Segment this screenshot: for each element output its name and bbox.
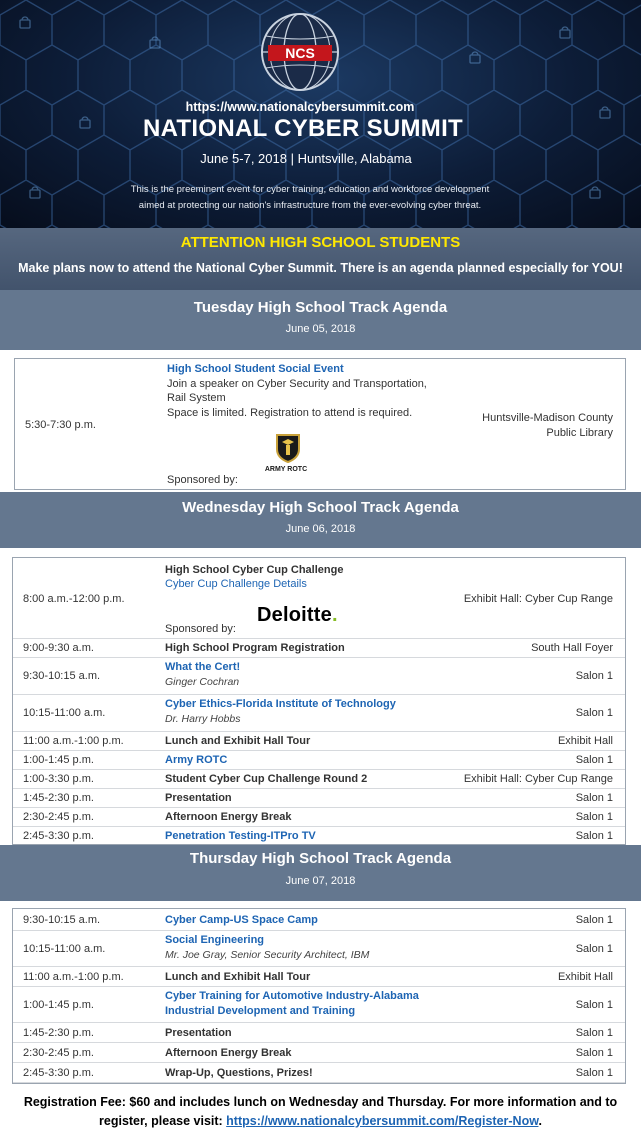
- agenda-row: [13, 808, 625, 827]
- rotc-shield-icon: [274, 433, 302, 463]
- tuesday-event-row: [15, 359, 625, 489]
- event-title-link[interactable]: Cyber Ethics-Florida Institute of Technology: [165, 698, 396, 710]
- event-time: 2:45-3:30 p.m.: [23, 1067, 94, 1079]
- agenda-row: [13, 967, 625, 987]
- summit-description-line-1: This is the preeminent event for cyber training, education and workforce development: [130, 184, 490, 195]
- event-location: Salon 1: [575, 1027, 613, 1039]
- event-location: Salon 1: [575, 830, 613, 842]
- summit-description-line-2: aimed at protecting our nation's infrastructure from the ever-evolving cyber threat.: [138, 200, 482, 211]
- event-location: South Hall Foyer: [531, 642, 613, 654]
- thursday-agenda-box: [12, 908, 626, 1084]
- deloitte-logo: [257, 604, 338, 627]
- event-title-link[interactable]: Army ROTC: [165, 754, 228, 766]
- event-description-line: Space is limited. Registration to attend is required.: [167, 407, 413, 419]
- event-time: 1:00-1:45 p.m.: [23, 754, 94, 766]
- registration-fee-text: Registration Fee: $60 and includes lunch on Wednesday and Thursday. For more information and to: [23, 1095, 618, 1109]
- summit-url[interactable]: https://www.nationalcybersummit.com: [185, 100, 415, 114]
- event-title: Presentation: [165, 792, 232, 804]
- agenda-row: [13, 1063, 625, 1083]
- event-location: Salon 1: [575, 914, 613, 926]
- agenda-row: [13, 1043, 625, 1063]
- event-location: Salon 1: [575, 999, 613, 1011]
- sponsor-name: Deloitte: [257, 604, 332, 626]
- event-description-line: Join a speaker on Cyber Security and Transportation,: [167, 378, 427, 390]
- event-time: 8:00 a.m.-12:00 p.m.: [23, 593, 125, 605]
- event-location: Exhibit Hall: [557, 735, 613, 747]
- event-time: 10:15-11:00 a.m.: [23, 943, 106, 955]
- event-title-link[interactable]: High School Student Social Event: [167, 363, 344, 375]
- event-time: 11:00 a.m.-1:00 p.m.: [23, 735, 124, 747]
- registration-url-line: [0, 1112, 641, 1131]
- agenda-row: [13, 770, 625, 789]
- event-location: Salon 1: [575, 707, 613, 719]
- agenda-row: [13, 931, 625, 967]
- tuesday-agenda-box: [14, 358, 626, 490]
- wednesday-header: [0, 492, 641, 548]
- army-rotc-logo: [264, 433, 309, 473]
- summit-description: [70, 182, 550, 214]
- event-title: Lunch and Exhibit Hall Tour: [165, 735, 311, 747]
- event-title-link[interactable]: What the Cert!: [165, 661, 241, 673]
- event-time: 2:30-2:45 p.m.: [23, 811, 94, 823]
- event-title: High School Cyber Cup Challenge: [165, 564, 344, 576]
- attention-title: ATTENTION HIGH SCHOOL STUDENTS: [180, 234, 461, 251]
- attention-banner: [0, 228, 641, 290]
- event-time: 11:00 a.m.-1:00 p.m.: [23, 971, 124, 983]
- event-time: 1:00-3:30 p.m.: [23, 773, 94, 785]
- agenda-row: [13, 732, 625, 751]
- event-location: Salon 1: [575, 670, 613, 682]
- registration-footer: [0, 1088, 641, 1135]
- deloitte-green-dot: .: [331, 604, 338, 626]
- agenda-row: [13, 695, 625, 732]
- tuesday-heading: Tuesday High School Track Agenda: [193, 299, 448, 316]
- event-title-link-line-2[interactable]: Industrial Development and Training: [165, 1005, 356, 1017]
- event-time: 1:45-2:30 p.m.: [23, 1027, 94, 1039]
- cyber-cup-details-link[interactable]: Cyber Cup Challenge Details: [165, 578, 307, 590]
- event-location: Salon 1: [575, 811, 613, 823]
- event-time: 2:45-3:30 p.m.: [23, 830, 94, 842]
- event-time: 1:45-2:30 p.m.: [23, 792, 94, 804]
- event-time: 2:30-2:45 p.m.: [23, 1047, 94, 1059]
- register-prefix: register, please visit:: [99, 1114, 227, 1128]
- event-speaker: Dr. Harry Hobbs: [165, 713, 241, 725]
- event-title: Lunch and Exhibit Hall Tour: [165, 971, 311, 983]
- sponsored-by-label: Sponsored by:: [167, 474, 238, 486]
- wednesday-heading: Wednesday High School Track Agenda: [182, 499, 459, 516]
- agenda-row: [13, 658, 625, 695]
- event-title: Student Cyber Cup Challenge Round 2: [165, 773, 368, 785]
- register-suffix: .: [538, 1114, 542, 1128]
- tuesday-date: June 05, 2018: [285, 323, 356, 335]
- event-speaker: Ginger Cochran: [165, 676, 240, 688]
- summit-date-location: June 5-7, 2018 | Huntsville, Alabama: [200, 151, 412, 166]
- event-location: Exhibit Hall: [557, 971, 613, 983]
- agenda-row: [13, 751, 625, 770]
- agenda-row: [13, 789, 625, 808]
- event-title-link[interactable]: Penetration Testing-ITPro TV: [165, 830, 316, 842]
- event-location: Salon 1: [575, 754, 613, 766]
- event-location-line-2: Public Library: [546, 427, 613, 439]
- thursday-date: June 07, 2018: [285, 875, 356, 887]
- thursday-header: [0, 845, 641, 901]
- event-title-link[interactable]: Cyber Camp-US Space Camp: [165, 914, 318, 926]
- wednesday-agenda-box: [12, 557, 626, 845]
- agenda-row: [13, 987, 625, 1023]
- event-time: 1:00-1:45 p.m.: [23, 999, 94, 1011]
- wednesday-date: June 06, 2018: [285, 523, 356, 535]
- event-location: Salon 1: [575, 943, 613, 955]
- sponsor-name: ARMY ROTC: [264, 466, 308, 473]
- agenda-row: [13, 909, 625, 931]
- agenda-row: [13, 639, 625, 658]
- event-title: High School Program Registration: [165, 642, 345, 654]
- ncs-globe-logo: [258, 10, 342, 94]
- event-title: Afternoon Energy Break: [165, 811, 292, 823]
- cyber-cup-row: [13, 558, 625, 639]
- event-location-line-1: Huntsville-Madison County: [482, 412, 613, 424]
- summit-banner: [0, 0, 641, 228]
- register-now-link[interactable]: https://www.nationalcybersummit.com/Register-Now: [226, 1114, 539, 1128]
- event-time: 5:30-7:30 p.m.: [25, 419, 96, 431]
- event-title-link[interactable]: Cyber Training for Automotive Industry-Alabama: [165, 990, 419, 1002]
- sponsored-by-label: Sponsored by:: [165, 623, 236, 635]
- logo-text: NCS: [285, 45, 315, 61]
- attention-subtitle: Make plans now to attend the National Cyber Summit. There is an agenda planned especially for YOU!: [18, 261, 623, 275]
- event-location: Salon 1: [575, 1047, 613, 1059]
- event-speaker: Mr. Joe Gray, Senior Security Architect, IBM: [165, 949, 370, 961]
- thursday-heading: Thursday High School Track Agenda: [189, 850, 452, 867]
- event-title-link[interactable]: Social Engineering: [165, 934, 265, 946]
- event-location: Salon 1: [575, 1067, 613, 1079]
- event-time: 9:30-10:15 a.m.: [23, 670, 101, 682]
- agenda-row: [13, 827, 625, 846]
- event-time: 10:15-11:00 a.m.: [23, 707, 106, 719]
- agenda-row: [13, 1023, 625, 1043]
- event-location: Salon 1: [575, 792, 613, 804]
- event-location: [482, 411, 613, 441]
- event-time: 9:00-9:30 a.m.: [23, 642, 94, 654]
- event-title: Wrap-Up, Questions, Prizes!: [165, 1067, 313, 1079]
- event-description-line: Rail System: [167, 392, 226, 404]
- summit-title: NATIONAL CYBER SUMMIT: [142, 115, 464, 142]
- tuesday-header: [0, 290, 641, 350]
- event-location: Exhibit Hall: Cyber Cup Range: [463, 773, 613, 785]
- event-title: Presentation: [165, 1027, 232, 1039]
- event-title: Afternoon Energy Break: [165, 1047, 292, 1059]
- event-location: Exhibit Hall: Cyber Cup Range: [463, 593, 613, 605]
- event-time: 9:30-10:15 a.m.: [23, 914, 101, 926]
